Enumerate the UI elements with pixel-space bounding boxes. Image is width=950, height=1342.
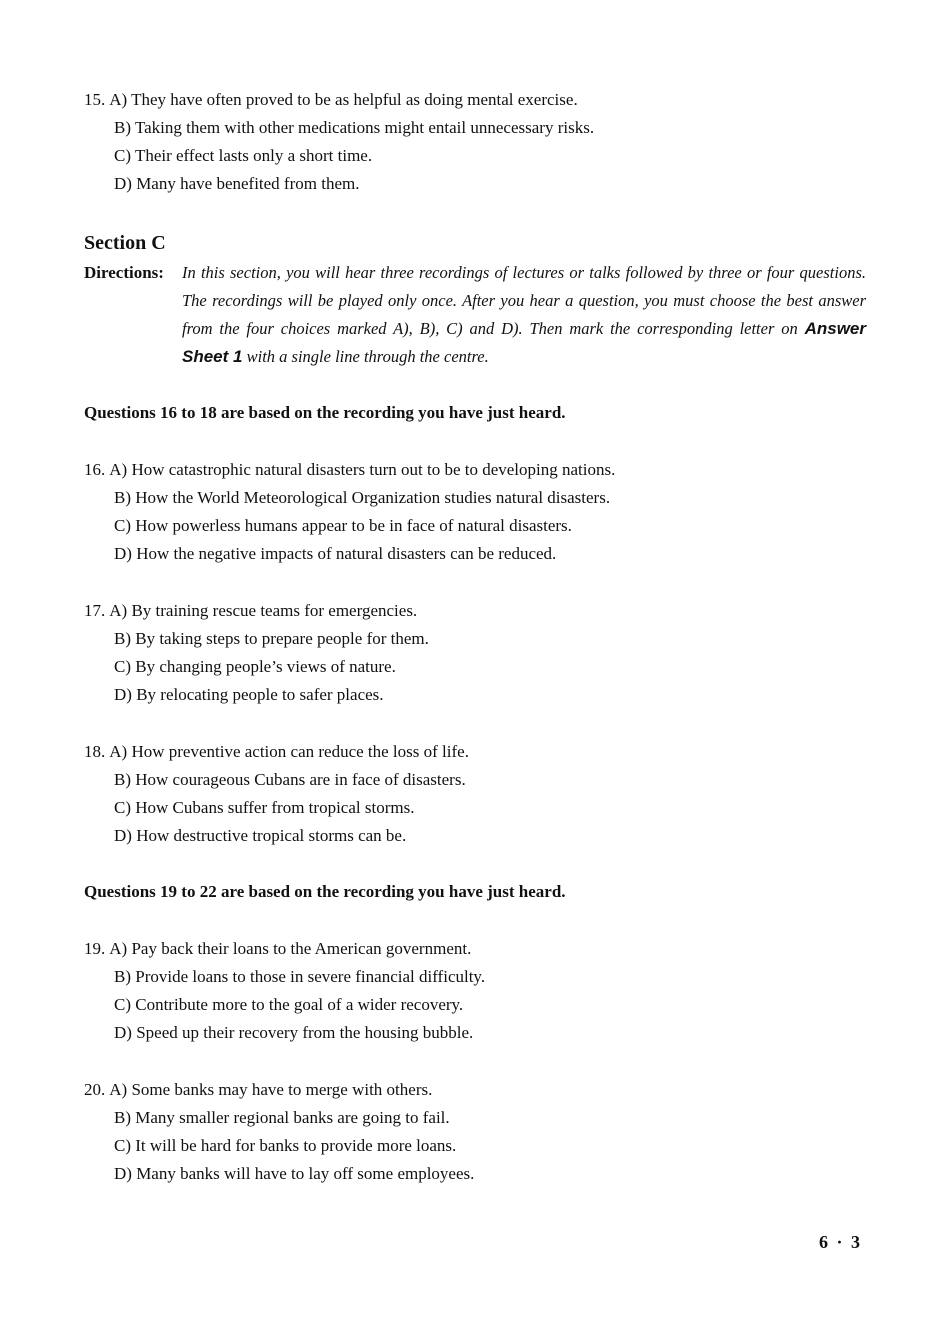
option-b: B) How courageous Cubans are in face of disasters. <box>114 770 466 789</box>
option-b: B) Taking them with other medications might entail unnecessary risks. <box>114 118 595 137</box>
group-heading-16-18: Questions 16 to 18 are based on the recording you have just heard. <box>84 403 566 422</box>
option-d: D) Many have benefited from them. <box>114 174 360 193</box>
option-c: C) Their effect lasts only a short time. <box>114 146 373 165</box>
option-b: B) Provide loans to those in severe financial difficulty. <box>114 967 486 986</box>
option-a-text: A) How catastrophic natural disasters turn out to be to developing nations. <box>109 460 616 479</box>
question-15 <box>84 86 884 198</box>
option-a-text: A) Pay back their loans to the American government. <box>109 939 472 958</box>
option-d: D) Speed up their recovery from the housing bubble. <box>114 1023 474 1042</box>
question-number: 15. <box>84 90 106 109</box>
option-c: C) It will be hard for banks to provide more loans. <box>114 1136 457 1155</box>
option-a-text: A) How preventive action can reduce the loss of life. <box>109 742 469 761</box>
question-number: 19. <box>84 939 106 958</box>
question-16 <box>84 456 884 568</box>
option-a <box>84 597 884 625</box>
directions-text-after: with a single line through the centre. <box>242 347 489 366</box>
option-d: D) How destructive tropical storms can be. <box>114 826 407 845</box>
directions-text-before: In this section, you will hear three recordings of lectures or talks followed by three or four questions. The recordings will be played only once. After you hear a question, you must choose the best answer from the four choices marked A), B), C) and D). Then mark the corresponding letter on <box>182 263 866 338</box>
option-b: B) By taking steps to prepare people for them. <box>114 629 429 648</box>
directions-text <box>182 259 866 371</box>
directions-label: Directions: <box>84 263 164 282</box>
question-number: 20. <box>84 1080 106 1099</box>
option-d: D) Many banks will have to lay off some employees. <box>114 1164 475 1183</box>
section-title: Section C <box>84 232 166 254</box>
question-17 <box>84 597 884 709</box>
option-b: B) Many smaller regional banks are going to fail. <box>114 1108 450 1127</box>
question-19 <box>84 935 884 1047</box>
option-c: C) How powerless humans appear to be in face of natural disasters. <box>114 516 572 535</box>
option-a-text: A) They have often proved to be as helpful as doing mental exercise. <box>109 90 578 109</box>
option-a-text: A) By training rescue teams for emergencies. <box>109 601 418 620</box>
option-b: B) How the World Meteorological Organization studies natural disasters. <box>114 488 611 507</box>
page-number: 6 · 3 <box>818 1232 862 1252</box>
option-a <box>84 935 884 963</box>
question-number: 18. <box>84 742 106 761</box>
group-heading-19-22: Questions 19 to 22 are based on the recording you have just heard. <box>84 882 566 901</box>
question-number: 17. <box>84 601 106 620</box>
option-d: D) How the negative impacts of natural disasters can be reduced. <box>114 544 557 563</box>
answer-sheet-label: Answer Sheet 1 <box>182 319 866 366</box>
question-18 <box>84 738 884 850</box>
option-c: C) Contribute more to the goal of a wider recovery. <box>114 995 464 1014</box>
option-d: D) By relocating people to safer places. <box>114 685 384 704</box>
question-20 <box>84 1076 884 1188</box>
option-c: C) By changing people’s views of nature. <box>114 657 396 676</box>
question-number: 16. <box>84 460 106 479</box>
option-a-text: A) Some banks may have to merge with others. <box>109 1080 433 1099</box>
option-a <box>84 86 884 114</box>
option-a <box>84 738 884 766</box>
option-c: C) How Cubans suffer from tropical storms. <box>114 798 415 817</box>
option-a <box>84 456 884 484</box>
option-a <box>84 1076 884 1104</box>
